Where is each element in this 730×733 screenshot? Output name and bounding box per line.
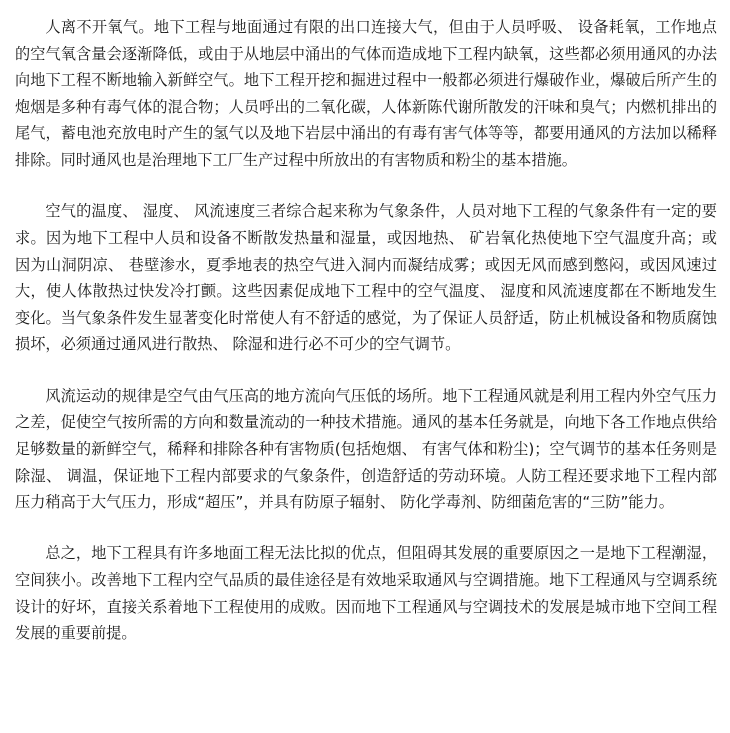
paragraph-conclusion: 总之，地下工程具有许多地面工程无法比拟的优点，但阻碍其发展的重要原因之一是地下工程潮湿，空间狭小。改善地下工程内空气品质的最佳途径是有效地采取通风与空调措施。地下工程通风与空调系统设计的好坏，直接关系着地下工程使用的成败。因而地下工程通风与空调技术的发展是城市地下空间工程发展的重要前提。 [15, 544, 717, 643]
document-body [15, 14, 717, 647]
paragraph-ventilation-tasks: 风流运动的规律是空气由气压高的地方流向气压低的场所。地下工程通风就是利用工程内外空气压力之差，促使空气按所需的方向和数量流动的一种技术措施。通风的基本任务就是，向地下各工作地点供给足够数量的新鲜空气，稀释和排除各种有害物质(包括炮烟、 有害气体和粉尘)；空气调节的基本任务则是除湿、 调温，保证地下工程内部要求的气象条件，创造舒适的劳动环境。人防工程还要求地下工程内部压力稍高于大气压力，形成“超压”，并具有防原子辐射、 防化学毒剂、防细菌危害的“三防”能力。 [15, 386, 717, 512]
paragraph-oxygen-supply: 人离不开氧气。地下工程与地面通过有限的出口连接大气，但由于人员呼吸、 设备耗氧，工作地点的空气氧含量会逐渐降低，或由于从地层中涌出的气体而造成地下工程内缺氧，这些都必须用通风的办法向地下工程不断地输入新鲜空气。地下工程开挖和掘进过程中一般都必须进行爆破作业，爆破后所产生的炮烟是多种有毒气体的混合物；人员呼出的二氧化碳，人体新陈代谢所散发的汗味和臭气；内燃机排出的尾气，蓄电池充放电时产生的氢气以及地下岩层中涌出的有毒有害气体等等，都要用通风的方法加以稀释排除。同时通风也是治理地下工厂生产过程中所放出的有害物质和粉尘的基本措施。 [15, 18, 717, 169]
paragraph-climate-conditions: 空气的温度、 湿度、 风流速度三者综合起来称为气象条件，人员对地下工程的气象条件有一定的要求。因为地下工程中人员和设备不断散发热量和湿量，或因地热、 矿岩氧化热使地下空气温度升高；或因为山洞阴凉、 巷壁渗水，夏季地表的热空气进入洞内而凝结成雾；或因无风而感到憋闷，或因风速过大，使人体散热过快发冷打颤。这些因素促成地下工程中的空气温度、 湿度和风流速度都在不断地发生变化。当气象条件发生显著变化时常使人有不舒适的感觉，为了保证人员舒适，防止机械设备和物质腐蚀损坏，必须通过通风进行散热、 除湿和进行必不可少的空气调节。 [15, 202, 717, 354]
